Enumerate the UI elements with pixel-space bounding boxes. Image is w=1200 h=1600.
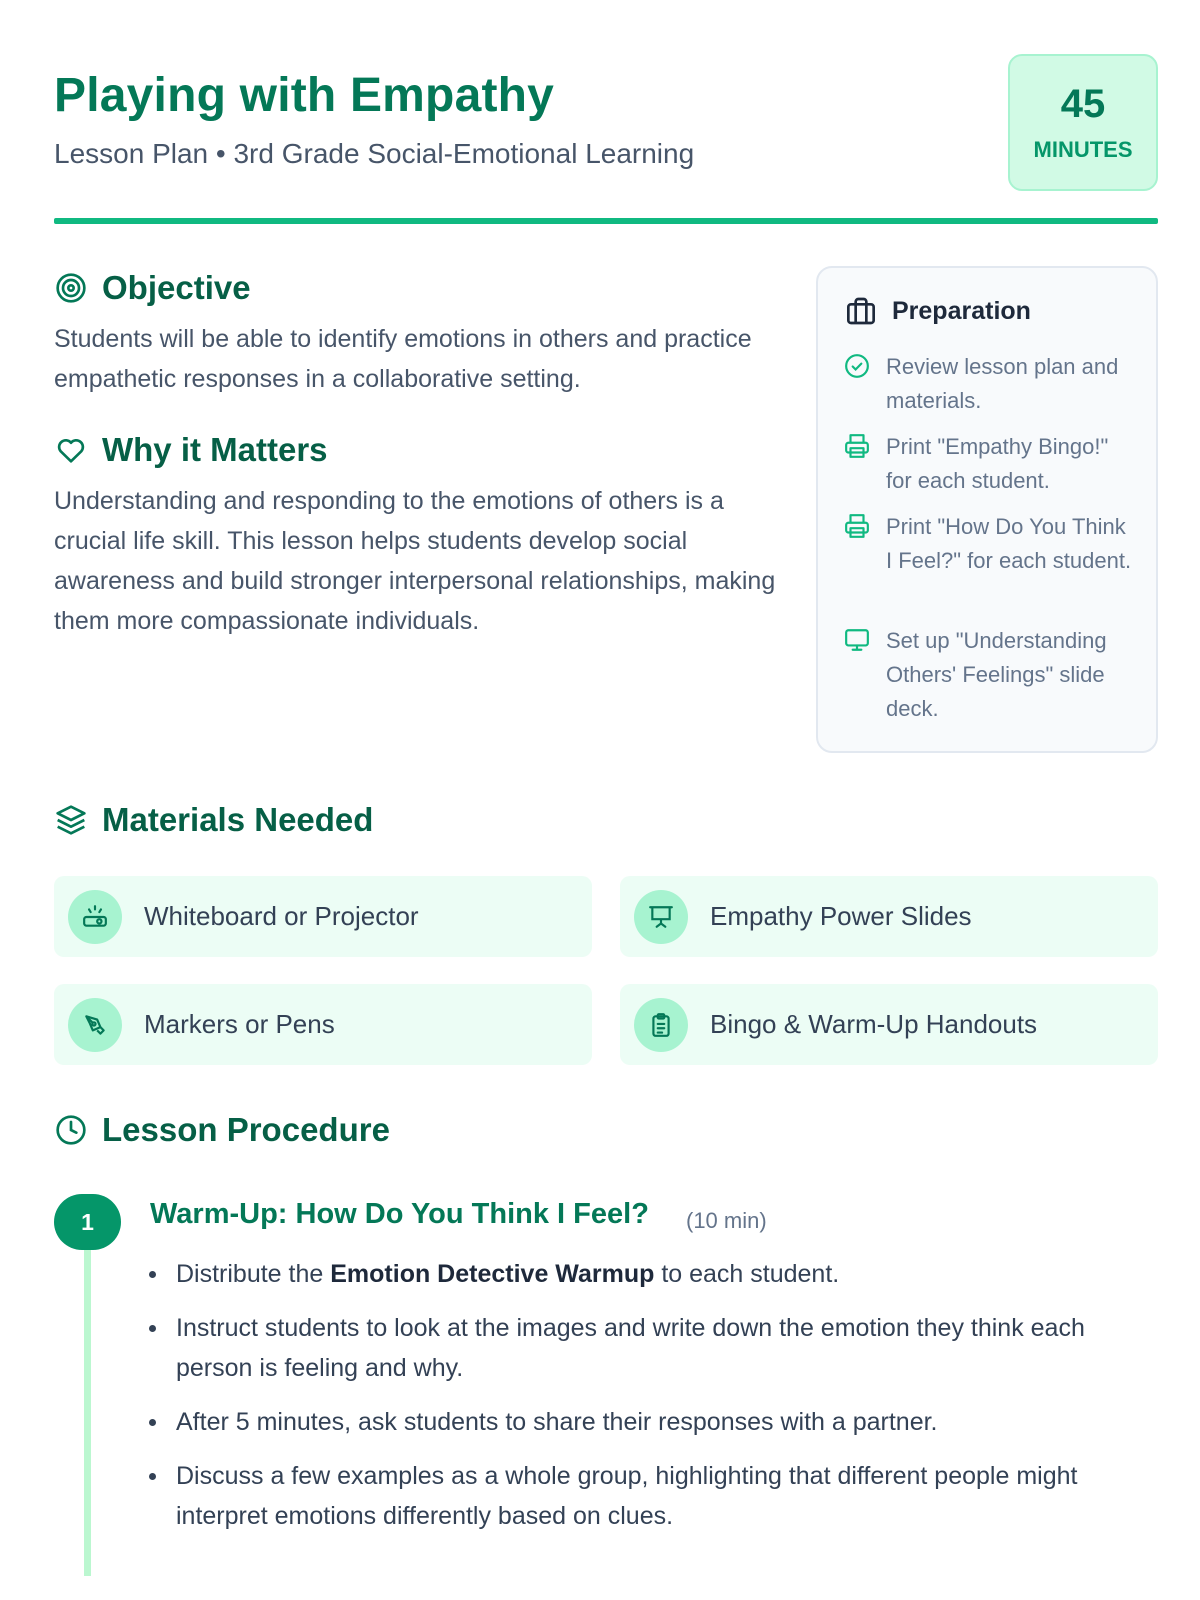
material-card: [620, 876, 1158, 957]
prep-item: [844, 350, 1136, 418]
header-divider: [54, 218, 1158, 224]
why-heading: [54, 430, 328, 470]
procedure-heading: [54, 1110, 390, 1150]
duration-badge: [1008, 54, 1158, 191]
clock-icon: [54, 1113, 88, 1147]
lesson-header: [54, 54, 1158, 224]
step-timeline: [84, 1250, 91, 1576]
materials-heading: [54, 800, 373, 840]
briefcase-icon: [844, 294, 878, 328]
list-item: Discuss a few examples as a whole group, highlighting that different people might interpret emotions differently based on clues.: [146, 1456, 1156, 1536]
prep-item-text: Print "How Do You Think I Feel?" for each student.: [886, 514, 1132, 573]
prep-item-text: Set up "Understanding Others' Feelings" slide deck.: [886, 628, 1107, 721]
printer-icon: [844, 513, 872, 541]
step-duration: (10 min): [686, 1208, 767, 1233]
material-label: Markers or Pens: [144, 1009, 335, 1039]
why-title: Why it Matters: [102, 431, 328, 468]
material-label: Empathy Power Slides: [710, 901, 972, 931]
heart-icon: [54, 433, 88, 467]
handout-name: Emotion Detective Warmup: [330, 1260, 655, 1288]
monitor-icon: [844, 627, 872, 655]
prep-item-text: Print "Empathy Bingo!" for each student.: [886, 434, 1109, 493]
list-item: After 5 minutes, ask students to share their responses with a partner.: [146, 1402, 1156, 1442]
prep-item: [844, 624, 1136, 726]
preparation-title: Preparation: [892, 296, 1031, 325]
preparation-card: [816, 266, 1158, 753]
target-icon: [54, 271, 88, 305]
prep-item: [844, 430, 1136, 498]
clipboard-icon: [634, 998, 688, 1052]
step-number-badge: 1: [54, 1194, 121, 1250]
page-title: Playing with Empathy: [54, 69, 555, 122]
step-title: Warm-Up: How Do You Think I Feel?: [150, 1198, 649, 1230]
procedure-title: Lesson Procedure: [102, 1111, 390, 1148]
material-label: Bingo & Warm-Up Handouts: [710, 1009, 1038, 1039]
objective-text: Students will be able to identify emotions in others and practice empathetic responses in a collaborative setting.: [54, 325, 752, 393]
material-card: [620, 984, 1158, 1065]
duration-unit: MINUTES: [1033, 137, 1133, 162]
prep-item: [844, 510, 1136, 578]
material-card: [54, 984, 592, 1065]
check-circle-icon: [844, 353, 872, 381]
material-card: [54, 876, 592, 957]
objective-title: Objective: [102, 269, 251, 306]
step-bullet-list: [146, 1254, 1156, 1550]
projector-icon: [68, 890, 122, 944]
list-item: Instruct students to look at the images and write down the emotion they think each person is feeling and why.: [146, 1308, 1156, 1388]
page-subtitle: Lesson Plan • 3rd Grade Social-Emotional Learning: [54, 138, 695, 169]
objective-heading: [54, 268, 251, 308]
material-label: Whiteboard or Projector: [144, 901, 419, 931]
printer-icon: [844, 433, 872, 461]
layers-icon: [54, 803, 88, 837]
materials-title: Materials Needed: [102, 801, 374, 838]
preparation-heading: [844, 294, 1031, 328]
pen-icon: [68, 998, 122, 1052]
presentation-icon: [634, 890, 688, 944]
duration-value: 45: [1060, 82, 1106, 126]
why-text: Understanding and responding to the emotions of others is a crucial life skill. This lesson helps students develop social awareness and build stronger interpersonal relationships, making them more compassionate individuals.: [54, 487, 776, 635]
list-item: Distribute the Emotion Detective Warmup to each student.: [146, 1254, 1156, 1294]
prep-item-text: Review lesson plan and materials.: [886, 354, 1119, 413]
